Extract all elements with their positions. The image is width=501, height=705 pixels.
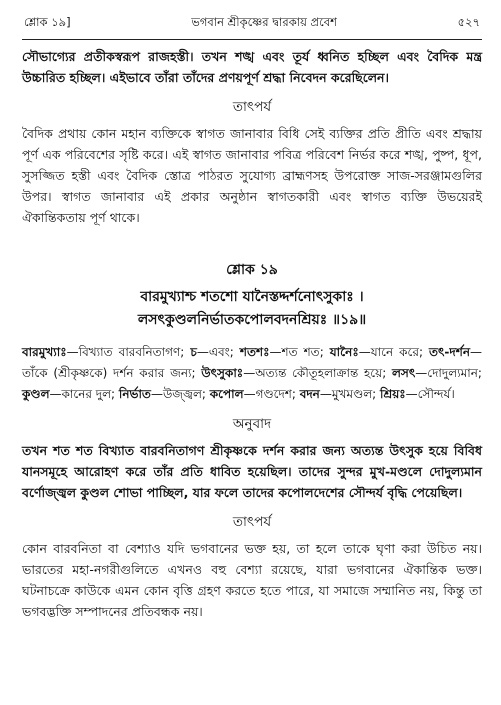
synonym-word: চ bbox=[190, 345, 197, 359]
synonym-meaning: —যানে করে; bbox=[358, 345, 430, 359]
synonym-meaning: —গণ্ডদেশ; bbox=[243, 387, 300, 401]
synonym-meaning: —দোদুল্যমান; bbox=[415, 366, 482, 380]
synonym-meaning: —তাঁকে (শ্রীকৃষ্ণকে) দর্শন করার জন্য; bbox=[22, 345, 482, 380]
synonym-meaning: —উজ্জ্বল; bbox=[150, 387, 210, 401]
page-number: ৫২৭ bbox=[457, 15, 480, 29]
synonym-word: শ্রিয়ঃ bbox=[380, 387, 406, 401]
page bbox=[22, 14, 482, 622]
header-verse-ref: শ্লোক ১৯] bbox=[24, 15, 71, 29]
synonyms bbox=[22, 342, 482, 405]
synonym-meaning: —সৌন্দর্য। bbox=[405, 387, 455, 401]
synonym-word: শতশঃ bbox=[239, 345, 270, 359]
synonym-meaning: —এবং; bbox=[196, 345, 240, 359]
synonym-meaning: —শত শত; bbox=[269, 345, 330, 359]
synonym-word: কপোল bbox=[209, 387, 244, 401]
synonym-word: তৎ-দর্শন bbox=[429, 345, 470, 359]
synonym-meaning: —অত্যন্ত কৌতূহলাক্রান্ত হয়ে; bbox=[243, 366, 392, 380]
header-chapter-title: ভগবান শ্রীকৃষ্ণের দ্বারকায় প্রবেশ bbox=[191, 15, 337, 29]
translation-text: তখন শত শত বিখ্যাত বারবনিতাগণ শ্রীকৃষ্ণকে দর্শন করার জন্য অত্যন্ত উৎসুক হয়ে বিবিধ যানসমূহে আরোহণ করে তাঁর প্রতি ধাবিত হয়েছিল। তাদের সুন্দর মুখ-মণ্ডলে দোদুল্যমান বর্ণোজ্জ্বল কুণ্ডল শোভা পাচ্ছিল, যার ফলে তাদের কপোলদেশের সৌন্দর্য বৃদ্ধি পেয়েছিল। bbox=[22, 443, 482, 500]
synonym-word: বারমুখ্যাঃ bbox=[22, 345, 67, 359]
synonym-word: কুণ্ডল bbox=[22, 387, 50, 401]
verse-line-1: বারমুখ্যাশ্চ শতশো যানৈস্তদ্দর্শনোৎসুকাঃ । bbox=[140, 289, 364, 305]
synonym-word: নির্ভাত bbox=[118, 387, 151, 401]
synonym-meaning: —মুখমণ্ডল; bbox=[319, 387, 381, 401]
purport2-title: তাৎপর্য bbox=[232, 514, 272, 530]
page-header bbox=[22, 14, 482, 40]
purport2-text: কোন বারবনিতা বা বেশ্যাও যদি ভগবানের ভক্ত হয়, তা হলে তাকে ঘৃণা করা উচিত নয়। ভারতের মহা-নগরীগুলিতে এখনও বহু বেশ্যা রয়েছে, যারা ভগবানের ঐকান্তিক ভক্ত। ঘটনাচক্রে কাউকে এমন কোন বৃত্তি গ্রহণ করতে হতে পারে, যা সমাজে সম্মানিত নয়, কিন্তু তা ভগবদ্ভক্তি সম্পাদনের প্রতিবন্ধক নয়। bbox=[22, 541, 482, 619]
translation-title: অনুবাদ bbox=[232, 416, 272, 432]
intro-paragraph: সৌভাগ্যের প্রতীকস্বরূপ রাজহস্তী। তখন শঙ্খ এবং তূর্য ধ্বনিত হচ্ছিল এবং বৈদিক মন্ত্র উচ্চারিত হচ্ছিল। এইভাবে তাঁরা তাঁদের প্রণয়পূর্ণ শ্রদ্ধা নিবেদন করেছিলেন। bbox=[22, 49, 482, 85]
synonym-meaning: —বিখ্যাত বারবনিতাগণ; bbox=[66, 345, 191, 359]
purport1-text: বৈদিক প্রথায় কোন মহান ব্যক্তিকে স্বাগত জানাবার বিধি সেই ব্যক্তির প্রতি প্রীতি এবং শ্রদ্ধায় পূর্ণ এক পরিবেশের সৃষ্টি করে। এই স্বাগত জানাবার পবিত্র পরিবেশ নির্ভর করে শঙ্খ, পুষ্প, ধূপ, সুসজ্জিত হস্তী এবং বৈদিক স্তোত্র পাঠরত সুযোগ্য ব্রাহ্মণসহ উপরোক্ত সাজ-সরঞ্জামগুলির উপর। স্বাগত জানাবার এই প্রকার অনুষ্ঠান স্বাগতকারী এবং স্বাগত ব্যক্তি উভয়েরই ঐকান্তিকতায় পূর্ণ থাকে। bbox=[22, 126, 482, 225]
synonym-word: যানৈঃ bbox=[329, 345, 359, 359]
purport1-title: তাৎপর্য bbox=[232, 99, 272, 115]
synonym-word: বদন bbox=[299, 387, 320, 401]
verse-line-2: লসৎকুণ্ডলনির্ভাতকপোলবদনশ্রিয়ঃ ॥১৯॥ bbox=[137, 312, 367, 328]
synonym-word: লসৎ bbox=[391, 366, 416, 380]
verse-title: শ্লোক ১৯ bbox=[226, 262, 278, 278]
synonym-word: উৎসুকাঃ bbox=[201, 366, 244, 380]
synonym-meaning: —কানের দুল; bbox=[49, 387, 119, 401]
